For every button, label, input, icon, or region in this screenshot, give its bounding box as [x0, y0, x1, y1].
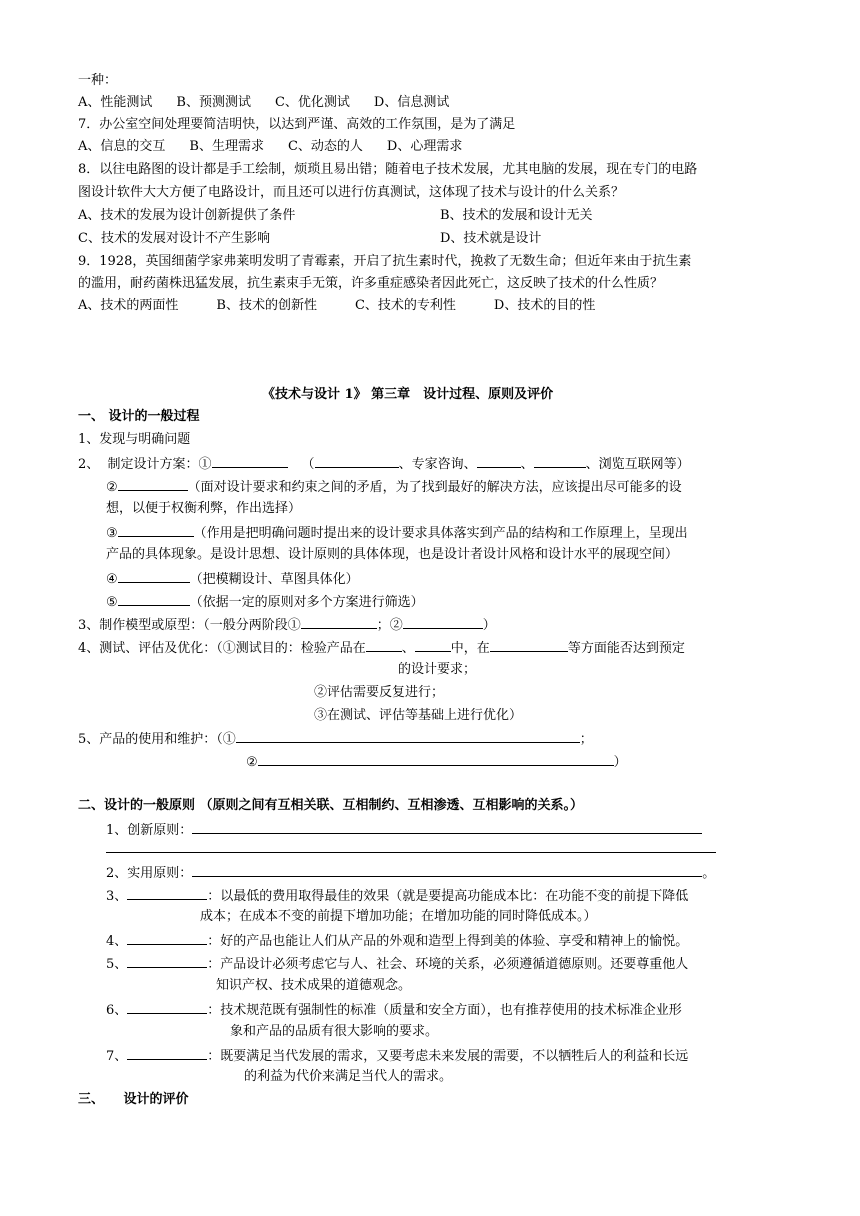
- option-c: C、动态的人: [287, 139, 363, 154]
- item4-zhong: 中，在: [450, 641, 490, 656]
- principle-number: 5、: [106, 957, 128, 972]
- item4-tail: 等方面能否达到预定: [567, 641, 685, 656]
- principle-number: 6、: [106, 1003, 128, 1018]
- blank: [315, 454, 399, 468]
- principle-1: [106, 820, 702, 838]
- process-item-5: [78, 729, 593, 747]
- option-b: B、技术的创新性: [216, 298, 317, 313]
- blank: [212, 454, 288, 468]
- q8-option-b: B、技术的发展和设计无关: [440, 208, 593, 223]
- item5-semi: ；: [579, 732, 593, 747]
- step-4: [106, 569, 359, 587]
- item4-label: 4、测试、评估及优化：（①测试目的：检验产品在: [78, 641, 366, 656]
- item2-label: 2、 制定设计方案：①: [78, 457, 212, 472]
- principle-7-cont: 的利益为代价来满足当代人的需求。: [244, 1069, 453, 1084]
- q8-option-c: C、技术的发展对设计不产生影响: [78, 231, 270, 246]
- principle-number: 3、: [106, 889, 128, 904]
- section1-heading: 一、 设计的一般过程: [78, 409, 200, 424]
- item5-label: 5、产品的使用和维护：（①: [78, 732, 236, 747]
- section3-heading: 三、 设计的评价: [78, 1092, 189, 1107]
- q7-stem: 7．办公室空间处理要简洁明快，以达到严谨、高效的工作氛围，是为了满足: [78, 117, 516, 132]
- blank: [477, 454, 521, 468]
- principle-7: [106, 1046, 688, 1064]
- principle-label: 2、实用原则：: [106, 866, 193, 881]
- step-text: （依据一定的原则对多个方案进行筛选）: [189, 595, 424, 610]
- item3-label: 3、制作模型或原型：（一般分两阶段①: [78, 618, 301, 633]
- q9-stem-line2: 的滥用，耐药菌株迅猛发展，抗生素束手无策，许多重症感染者因此死亡，这反映了技术的什么性质？: [78, 276, 664, 291]
- step-3: [106, 523, 688, 541]
- blank: [127, 954, 207, 968]
- process-item-1: 1、发现与明确问题: [78, 432, 191, 447]
- option-a: A、性能测试: [78, 95, 153, 110]
- sep: 、: [401, 641, 415, 656]
- step-number: ②: [106, 480, 118, 495]
- item2-expert: 、专家咨询、: [398, 457, 477, 472]
- item2-tail: 、浏览互联网等）: [585, 457, 690, 472]
- section2-heading: 二、设计的一般原则 （原则之间有互相关联、互相制约、互相渗透、互相影响的关系。）: [78, 798, 584, 813]
- blank: [118, 477, 188, 491]
- step-5: [106, 592, 424, 610]
- blank: [301, 615, 377, 629]
- principle-3-cont: 成本；在成本不变的前提下增加功能；在增加功能的同时降低成本。）: [200, 909, 597, 924]
- q8-option-d: D、技术就是设计: [440, 231, 542, 246]
- paren: （: [301, 457, 315, 472]
- item4-line2: 的设计要求；: [398, 662, 477, 677]
- principle-3: [106, 886, 688, 904]
- principle-5: [106, 954, 688, 972]
- principle-4: [106, 931, 688, 949]
- item5-open: ②: [246, 755, 258, 770]
- item4-line3: ②评估需要反复进行；: [314, 685, 445, 700]
- principle-6: [106, 1000, 682, 1018]
- sep: 、: [520, 457, 534, 472]
- q9-stem-line1: 9．1928，英国细菌学家弗莱明发明了青霉素，开启了抗生素时代，挽救了无数生命；但近年来由于抗生素: [78, 254, 692, 269]
- option-b: B、预测测试: [176, 95, 251, 110]
- item5-close: ）: [613, 755, 627, 770]
- period: 。: [702, 866, 716, 881]
- option-a: A、技术的两面性: [78, 298, 179, 313]
- blank: [403, 615, 483, 629]
- blank: [118, 569, 190, 583]
- step-2-cont: 想，以便于权衡利弊，作出选择）: [106, 501, 302, 516]
- blank: [490, 638, 568, 652]
- option-d: D、心理需求: [386, 139, 463, 154]
- q8-stem-line1: 8．以往电路图的设计都是手工绘制，烦琐且易出错；随着电子技术发展，尤其电脑的发展，现在专门的电路: [78, 162, 698, 177]
- principle-number: 7、: [106, 1049, 128, 1064]
- principle-2: [106, 863, 715, 881]
- step-text: （把模糊设计、草图具体化）: [189, 572, 359, 587]
- process-item-4: [78, 638, 685, 656]
- principle-number: 4、: [106, 934, 128, 949]
- option-b: B、生理需求: [189, 139, 264, 154]
- step-number: ④: [106, 572, 118, 587]
- principle-5-cont: 知识产权、技术成果的道德观念。: [216, 978, 412, 993]
- blank: [127, 931, 207, 945]
- option-c: C、优化测试: [274, 95, 350, 110]
- blank: [192, 863, 702, 877]
- item4-line4: ③在测试、评估等基础上进行优化）: [314, 708, 523, 723]
- blank: [118, 592, 190, 606]
- principle-text: ：产品设计必须考虑它与人、社会、环境的关系，必须遵循道德原则。还要尊重他人: [207, 957, 689, 972]
- step-text: （作用是把明确问题时提出来的设计要求具体落实到产品的结构和工作原理上，呈现出: [193, 526, 688, 541]
- step-number: ⑤: [106, 595, 118, 610]
- step-text: （面对设计要求和约束之间的矛盾，为了找到最好的解决方法，应该提出尽可能多的设: [187, 480, 682, 495]
- option-d: D、技术的目的性: [493, 298, 596, 313]
- principle-text: ：技术规范既有强制性的标准（质量和安全方面），也有推荐使用的技术标准企业形: [207, 1003, 682, 1018]
- principle-text: ：以最低的费用取得最佳的效果（就是要提高功能成本比：在功能不变的前提下降低: [207, 889, 689, 904]
- blank: [127, 886, 207, 900]
- blank: [415, 638, 451, 652]
- option-c: C、技术的专利性: [354, 298, 456, 313]
- blank: [366, 638, 402, 652]
- blank: [236, 729, 580, 743]
- principle-text: ：好的产品也能让人们从产品的外观和造型上得到美的体验、享受和精神上的愉悦。: [207, 934, 689, 949]
- principle-label: 1、创新原则：: [106, 823, 193, 838]
- blank: [192, 820, 702, 834]
- step-3-cont: 产品的具体现象。是设计思想、设计原则的具体体现，也是设计者设计风格和设计水平的展现空间）: [106, 547, 679, 562]
- chapter-title: 《技术与设计 1》 第三章 设计过程、原则及评价: [262, 387, 554, 402]
- blank: [127, 1000, 207, 1014]
- item5-line2: [246, 752, 627, 770]
- item3-mid: ；②: [376, 618, 403, 633]
- q6-options: [78, 94, 449, 112]
- option-d: D、信息测试: [373, 95, 450, 110]
- process-item-3: [78, 615, 496, 633]
- q8-stem-line2: 图设计软件大大方便了电路设计，而且还可以进行仿真测试，这体现了技术与设计的什么关系？: [78, 185, 625, 200]
- option-a: A、信息的交互: [78, 139, 166, 154]
- q8-option-a: A、技术的发展为设计创新提供了条件: [78, 208, 296, 223]
- blank: [258, 752, 614, 766]
- principle-6-cont: 象和产品的品质有很大影响的要求。: [230, 1024, 439, 1039]
- blank-line: [106, 852, 716, 853]
- blank: [118, 523, 194, 537]
- q6-tail: 一种：: [78, 73, 118, 88]
- step-number: ③: [106, 526, 118, 541]
- principle-text: ：既要满足当代发展的需求，又要考虑未来发展的需要，不以牺牲后人的利益和长远: [207, 1049, 689, 1064]
- blank: [534, 454, 586, 468]
- item3-end: ）: [482, 618, 496, 633]
- step-2: [106, 477, 682, 495]
- q7-options: [78, 138, 462, 156]
- process-item-2: [78, 454, 690, 472]
- q9-options: [78, 297, 595, 315]
- blank: [127, 1046, 207, 1060]
